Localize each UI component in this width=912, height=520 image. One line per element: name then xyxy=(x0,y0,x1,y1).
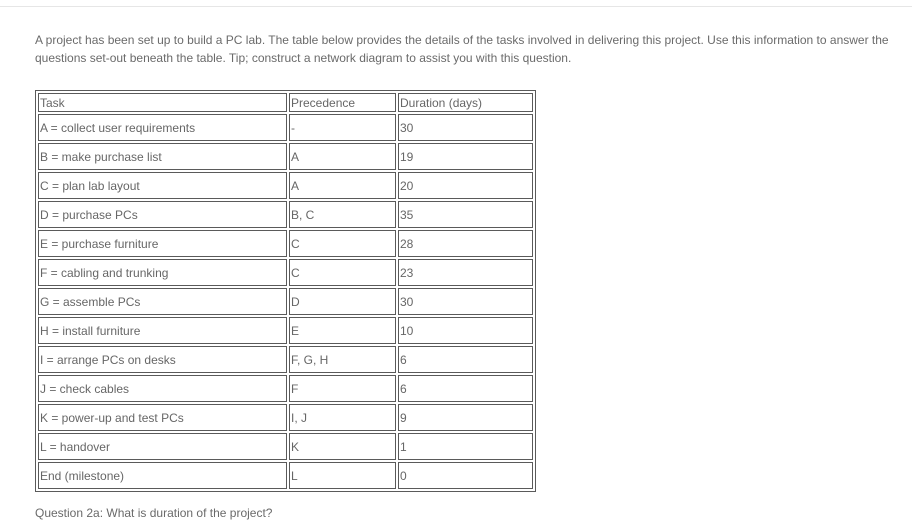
duration-cell: 20 xyxy=(398,172,533,199)
task-cell: F = cabling and trunking xyxy=(38,259,287,286)
task-cell: E = purchase furniture xyxy=(38,230,287,257)
table-row xyxy=(38,259,533,286)
duration-cell: 6 xyxy=(398,375,533,402)
duration-cell: 0 xyxy=(398,462,533,489)
table-row xyxy=(38,317,533,344)
table-row xyxy=(38,230,533,257)
task-cell: H = install furniture xyxy=(38,317,287,344)
table-row xyxy=(38,201,533,228)
task-cell: I = arrange PCs on desks xyxy=(38,346,287,373)
precedence-cell: F, G, H xyxy=(289,346,396,373)
precedence-cell: I, J xyxy=(289,404,396,431)
duration-cell: 19 xyxy=(398,143,533,170)
table-row xyxy=(38,346,533,373)
precedence-cell: A xyxy=(289,143,396,170)
header-duration: Duration (days) xyxy=(398,93,533,112)
task-cell: C = plan lab layout xyxy=(38,172,287,199)
duration-cell: 23 xyxy=(398,259,533,286)
precedence-cell: D xyxy=(289,288,396,315)
precedence-cell: L xyxy=(289,462,396,489)
table-row xyxy=(38,404,533,431)
precedence-cell: E xyxy=(289,317,396,344)
precedence-cell: B, C xyxy=(289,201,396,228)
duration-cell: 6 xyxy=(398,346,533,373)
table-row xyxy=(38,288,533,315)
duration-cell: 9 xyxy=(398,404,533,431)
table-header-row xyxy=(38,93,533,112)
task-cell: L = handover xyxy=(38,433,287,460)
precedence-cell: C xyxy=(289,259,396,286)
table-row xyxy=(38,114,533,141)
precedence-cell: - xyxy=(289,114,396,141)
header-task: Task xyxy=(38,93,287,112)
header-precedence: Precedence xyxy=(289,93,396,112)
task-cell: A = collect user requirements xyxy=(38,114,287,141)
task-cell: B = make purchase list xyxy=(38,143,287,170)
duration-cell: 35 xyxy=(398,201,533,228)
task-table xyxy=(35,90,536,492)
precedence-cell: A xyxy=(289,172,396,199)
duration-cell: 10 xyxy=(398,317,533,344)
question-text-cut-off: Question 2a: What is duration of the project? xyxy=(35,506,273,520)
intro-paragraph: A project has been set up to build a PC lab. The table below provides the details of the tasks involved in delivering this project. Use this information to answer the questions set-out beneath the table. Tip; construct a network diagram to assist you with this question. xyxy=(35,33,889,65)
duration-cell: 30 xyxy=(398,288,533,315)
task-cell: D = purchase PCs xyxy=(38,201,287,228)
table-row xyxy=(38,462,533,489)
table-row xyxy=(38,433,533,460)
task-cell: J = check cables xyxy=(38,375,287,402)
precedence-cell: F xyxy=(289,375,396,402)
task-cell: End (milestone) xyxy=(38,462,287,489)
table-row xyxy=(38,375,533,402)
precedence-cell: K xyxy=(289,433,396,460)
table-row xyxy=(38,172,533,199)
task-cell: G = assemble PCs xyxy=(38,288,287,315)
duration-cell: 1 xyxy=(398,433,533,460)
top-divider xyxy=(0,6,912,7)
precedence-cell: C xyxy=(289,230,396,257)
duration-cell: 30 xyxy=(398,114,533,141)
table-row xyxy=(38,143,533,170)
duration-cell: 28 xyxy=(398,230,533,257)
task-cell: K = power-up and test PCs xyxy=(38,404,287,431)
